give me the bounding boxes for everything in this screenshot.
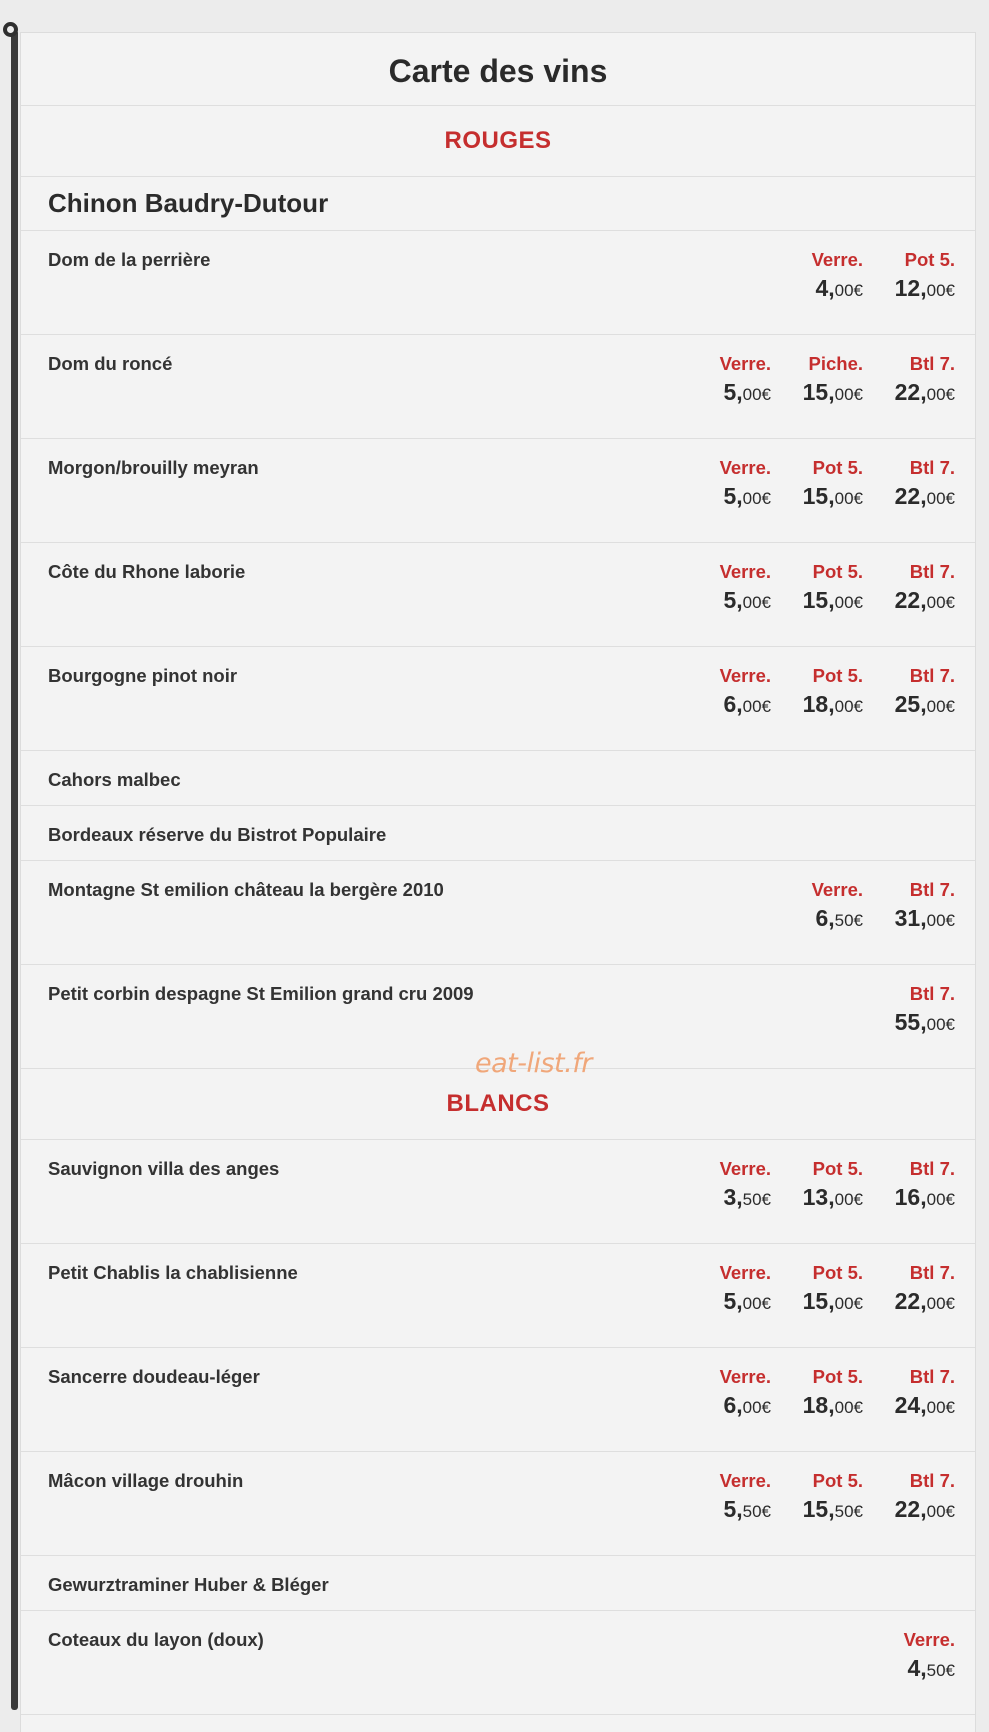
wine-name: Dom de la perrière bbox=[48, 249, 211, 270]
price-column bbox=[771, 353, 863, 410]
price-value bbox=[863, 377, 955, 410]
price-label: Pot 5. bbox=[812, 1366, 863, 1387]
wine-name: Montagne St emilion château la bergère 2010 bbox=[48, 879, 444, 900]
wine-name: Bordeaux réserve du Bistrot Populaire bbox=[48, 824, 387, 845]
price-integer: 22, bbox=[894, 379, 927, 405]
wine-row bbox=[21, 335, 975, 439]
price-label: Verre. bbox=[719, 457, 771, 478]
price-decimal: 00€ bbox=[926, 385, 955, 404]
price-column bbox=[679, 1158, 771, 1215]
price-column bbox=[863, 983, 955, 1040]
wine-row bbox=[21, 439, 975, 543]
price-decimal: 00€ bbox=[742, 697, 771, 716]
price-group bbox=[679, 1366, 955, 1423]
price-decimal: 50€ bbox=[926, 1661, 955, 1680]
wine-row bbox=[21, 1348, 975, 1452]
price-column bbox=[863, 879, 955, 936]
menu-body bbox=[21, 106, 975, 1715]
binder-ring-icon bbox=[3, 22, 18, 37]
price-column bbox=[679, 1470, 771, 1527]
wine-row bbox=[21, 751, 975, 806]
price-column bbox=[771, 1262, 863, 1319]
wine-name: Morgon/brouilly meyran bbox=[48, 457, 259, 478]
price-integer: 5, bbox=[723, 483, 743, 509]
group-row bbox=[21, 177, 975, 231]
price-label: Verre. bbox=[719, 1470, 771, 1491]
price-value bbox=[771, 1390, 863, 1423]
wine-row bbox=[21, 1611, 975, 1715]
price-integer: 5, bbox=[723, 1288, 743, 1314]
wine-name: Bourgogne pinot noir bbox=[48, 665, 238, 686]
price-integer: 22, bbox=[894, 483, 927, 509]
wine-name: Petit Chablis la chablisienne bbox=[48, 1262, 298, 1283]
wine-row bbox=[21, 1556, 975, 1611]
price-label: Btl 7. bbox=[909, 879, 955, 900]
price-integer: 22, bbox=[894, 587, 927, 613]
price-decimal: 00€ bbox=[926, 489, 955, 508]
price-group bbox=[863, 983, 955, 1040]
price-column bbox=[863, 1366, 955, 1423]
price-label: Btl 7. bbox=[909, 1470, 955, 1491]
price-value bbox=[771, 273, 863, 306]
price-column bbox=[679, 457, 771, 514]
price-decimal: 00€ bbox=[926, 911, 955, 930]
price-label: Btl 7. bbox=[909, 1158, 955, 1179]
price-decimal: 50€ bbox=[742, 1502, 771, 1521]
price-value bbox=[771, 689, 863, 722]
price-decimal: 00€ bbox=[926, 593, 955, 612]
price-decimal: 00€ bbox=[742, 1398, 771, 1417]
price-column bbox=[771, 1158, 863, 1215]
price-value bbox=[863, 689, 955, 722]
price-column bbox=[863, 561, 955, 618]
price-decimal: 50€ bbox=[742, 1190, 771, 1209]
price-integer: 31, bbox=[894, 905, 927, 931]
price-integer: 22, bbox=[894, 1288, 927, 1314]
price-column bbox=[863, 1158, 955, 1215]
price-decimal: 00€ bbox=[834, 1294, 863, 1313]
wine-name: Mâcon village drouhin bbox=[48, 1470, 244, 1491]
price-decimal: 00€ bbox=[926, 1190, 955, 1209]
price-integer: 6, bbox=[815, 905, 835, 931]
price-label: Btl 7. bbox=[909, 1262, 955, 1283]
wine-row bbox=[21, 647, 975, 751]
price-column bbox=[679, 353, 771, 410]
wine-row bbox=[21, 861, 975, 965]
price-decimal: 00€ bbox=[926, 1294, 955, 1313]
wine-row bbox=[21, 543, 975, 647]
price-value bbox=[863, 1494, 955, 1527]
price-value bbox=[863, 273, 955, 306]
price-integer: 5, bbox=[723, 1496, 743, 1522]
wine-row bbox=[21, 1140, 975, 1244]
price-decimal: 00€ bbox=[926, 697, 955, 716]
price-integer: 5, bbox=[723, 379, 743, 405]
price-integer: 24, bbox=[894, 1392, 927, 1418]
price-integer: 16, bbox=[894, 1184, 927, 1210]
price-integer: 15, bbox=[802, 1288, 835, 1314]
price-label: Verre. bbox=[719, 665, 771, 686]
price-integer: 15, bbox=[802, 587, 835, 613]
price-column bbox=[679, 1366, 771, 1423]
price-integer: 6, bbox=[723, 691, 743, 717]
price-decimal: 50€ bbox=[834, 911, 863, 930]
wine-name: Côte du Rhone laborie bbox=[48, 561, 246, 582]
price-decimal: 00€ bbox=[742, 1294, 771, 1313]
wine-row bbox=[21, 806, 975, 861]
price-column bbox=[771, 665, 863, 722]
price-column bbox=[679, 1262, 771, 1319]
price-decimal: 00€ bbox=[926, 1398, 955, 1417]
price-integer: 12, bbox=[894, 275, 927, 301]
price-value bbox=[771, 1286, 863, 1319]
price-decimal: 00€ bbox=[834, 489, 863, 508]
price-value bbox=[863, 585, 955, 618]
price-column bbox=[771, 1366, 863, 1423]
price-integer: 4, bbox=[907, 1655, 927, 1681]
price-integer: 4, bbox=[815, 275, 835, 301]
price-label: Pot 5. bbox=[904, 249, 955, 270]
price-label: Btl 7. bbox=[909, 353, 955, 374]
price-value bbox=[863, 1286, 955, 1319]
price-group bbox=[679, 353, 955, 410]
price-label: Btl 7. bbox=[909, 665, 955, 686]
wine-name: Sauvignon villa des anges bbox=[48, 1158, 280, 1179]
price-group bbox=[863, 1629, 955, 1686]
price-label: Verre. bbox=[811, 249, 863, 270]
price-column bbox=[679, 561, 771, 618]
price-label: Btl 7. bbox=[909, 983, 955, 1004]
wine-name: Cahors malbec bbox=[48, 769, 181, 790]
wine-name: Coteaux du layon (doux) bbox=[48, 1629, 264, 1650]
page-title: Carte des vins bbox=[388, 52, 608, 89]
price-label: Pot 5. bbox=[812, 561, 863, 582]
price-value bbox=[863, 1653, 955, 1686]
price-label: Pot 5. bbox=[812, 1470, 863, 1491]
price-column bbox=[863, 665, 955, 722]
price-decimal: 50€ bbox=[834, 1502, 863, 1521]
price-column bbox=[679, 665, 771, 722]
price-integer: 25, bbox=[894, 691, 927, 717]
price-label: Pot 5. bbox=[812, 457, 863, 478]
price-group bbox=[679, 1470, 955, 1527]
price-column bbox=[863, 353, 955, 410]
price-decimal: 00€ bbox=[742, 385, 771, 404]
price-value bbox=[863, 1007, 955, 1040]
price-value bbox=[679, 689, 771, 722]
wine-row bbox=[21, 231, 975, 335]
price-value bbox=[771, 1494, 863, 1527]
price-column bbox=[863, 249, 955, 306]
price-label: Pot 5. bbox=[812, 1158, 863, 1179]
price-label: Verre. bbox=[719, 1366, 771, 1387]
price-value bbox=[679, 585, 771, 618]
price-group bbox=[679, 457, 955, 514]
price-integer: 13, bbox=[802, 1184, 835, 1210]
price-label: Verre. bbox=[719, 353, 771, 374]
price-column bbox=[771, 1470, 863, 1527]
price-decimal: 00€ bbox=[834, 281, 863, 300]
price-value bbox=[679, 1286, 771, 1319]
price-integer: 18, bbox=[802, 691, 835, 717]
price-integer: 22, bbox=[894, 1496, 927, 1522]
price-integer: 15, bbox=[802, 1496, 835, 1522]
watermark-text: eat-list.fr bbox=[475, 1048, 592, 1079]
price-label: Verre. bbox=[903, 1629, 955, 1650]
price-group bbox=[679, 1262, 955, 1319]
price-label: Verre. bbox=[811, 879, 863, 900]
price-group bbox=[771, 879, 955, 936]
wine-menu-card bbox=[20, 32, 976, 1732]
price-decimal: 00€ bbox=[834, 593, 863, 612]
price-group bbox=[679, 561, 955, 618]
price-label: Verre. bbox=[719, 561, 771, 582]
price-group bbox=[679, 665, 955, 722]
section-title: BLANCS bbox=[446, 1090, 550, 1117]
price-integer: 3, bbox=[723, 1184, 743, 1210]
price-decimal: 00€ bbox=[834, 697, 863, 716]
wine-name: Sancerre doudeau-léger bbox=[48, 1366, 260, 1387]
price-decimal: 00€ bbox=[742, 593, 771, 612]
section-row bbox=[21, 1069, 975, 1140]
price-column bbox=[863, 1470, 955, 1527]
price-integer: 15, bbox=[802, 483, 835, 509]
price-decimal: 00€ bbox=[834, 1398, 863, 1417]
binder-line bbox=[11, 30, 18, 1710]
wine-name: Petit corbin despagne St Emilion grand cru 2009 bbox=[48, 983, 474, 1004]
price-value bbox=[679, 481, 771, 514]
price-integer: 15, bbox=[802, 379, 835, 405]
price-integer: 55, bbox=[894, 1009, 927, 1035]
price-value bbox=[679, 1494, 771, 1527]
price-value bbox=[771, 481, 863, 514]
price-value bbox=[863, 1390, 955, 1423]
price-value bbox=[863, 903, 955, 936]
price-value bbox=[771, 903, 863, 936]
price-decimal: 00€ bbox=[834, 1190, 863, 1209]
price-column bbox=[863, 1262, 955, 1319]
price-value bbox=[863, 481, 955, 514]
price-label: Verre. bbox=[719, 1262, 771, 1283]
price-label: Btl 7. bbox=[909, 457, 955, 478]
price-group bbox=[679, 1158, 955, 1215]
price-label: Btl 7. bbox=[909, 561, 955, 582]
price-decimal: 00€ bbox=[926, 1502, 955, 1521]
price-column bbox=[771, 249, 863, 306]
price-integer: 5, bbox=[723, 587, 743, 613]
price-value bbox=[679, 1390, 771, 1423]
price-label: Piche. bbox=[808, 353, 863, 374]
price-column bbox=[771, 457, 863, 514]
price-label: Btl 7. bbox=[909, 1366, 955, 1387]
price-value bbox=[679, 377, 771, 410]
price-column bbox=[863, 1629, 955, 1686]
price-decimal: 00€ bbox=[926, 281, 955, 300]
wine-row bbox=[21, 1244, 975, 1348]
price-label: Verre. bbox=[719, 1158, 771, 1179]
price-label: Pot 5. bbox=[812, 665, 863, 686]
wine-row bbox=[21, 1452, 975, 1556]
section-row bbox=[21, 106, 975, 177]
wine-name: Gewurztraminer Huber & Bléger bbox=[48, 1574, 329, 1595]
price-value bbox=[771, 1182, 863, 1215]
price-integer: 6, bbox=[723, 1392, 743, 1418]
price-integer: 18, bbox=[802, 1392, 835, 1418]
price-value bbox=[679, 1182, 771, 1215]
price-group bbox=[771, 249, 955, 306]
price-column bbox=[771, 561, 863, 618]
wine-name: Dom du roncé bbox=[48, 353, 173, 374]
price-decimal: 00€ bbox=[926, 1015, 955, 1034]
group-title: Chinon Baudry-Dutour bbox=[48, 188, 329, 218]
price-column bbox=[771, 879, 863, 936]
price-decimal: 00€ bbox=[742, 489, 771, 508]
title-row bbox=[21, 33, 975, 106]
price-column bbox=[863, 457, 955, 514]
price-decimal: 00€ bbox=[834, 385, 863, 404]
price-value bbox=[863, 1182, 955, 1215]
section-title: ROUGES bbox=[444, 127, 552, 154]
price-label: Pot 5. bbox=[812, 1262, 863, 1283]
price-value bbox=[771, 585, 863, 618]
price-value bbox=[771, 377, 863, 410]
